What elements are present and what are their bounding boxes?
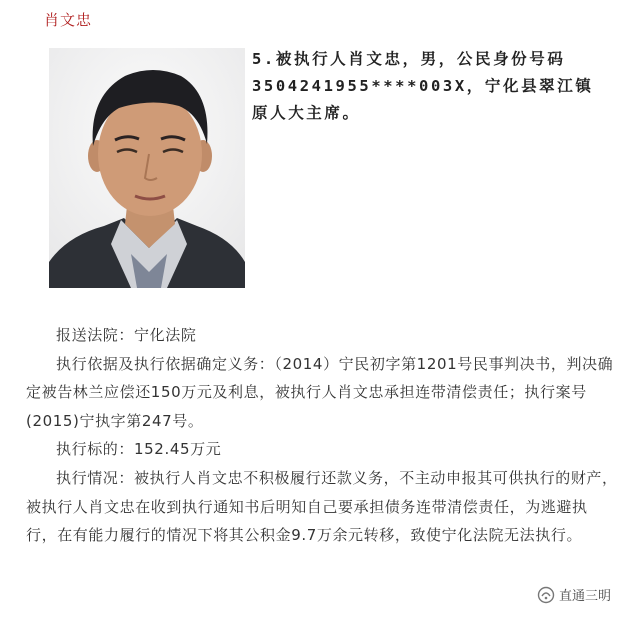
amount-label: 执行标的： <box>56 440 135 459</box>
wechat-official-account-icon <box>536 586 556 604</box>
basis-text: （2014）宁民初字第1201号民事判决书，判决确定被告林兰应偿还150万元及利息，被执行人肖文忠承担连带清偿责任；执行案号(2015)宁执字第247号。 <box>26 354 614 430</box>
basis-label: 执行依据及执行依据确定义务： <box>56 354 275 373</box>
subject-summary: 5.被执行人肖文忠，男，公民身份号码3504241955****003X，宁化县翠江镇原人大主席。 <box>252 50 594 122</box>
court-line <box>26 321 618 350</box>
amount-line <box>26 435 618 464</box>
basis-paragraph <box>26 350 618 436</box>
case-details <box>26 321 618 550</box>
court-label: 报送法院： <box>56 326 135 344</box>
status-paragraph <box>26 464 618 550</box>
court-value: 宁化法院 <box>134 326 197 344</box>
status-label: 执行情况： <box>56 468 135 487</box>
page-title: 肖文忠 <box>44 11 93 29</box>
watermark-text: 直通三明 <box>558 589 611 604</box>
portrait-photo <box>49 48 245 288</box>
amount-value: 152.45万元 <box>134 440 222 459</box>
portrait-image <box>49 48 245 288</box>
source-watermark <box>536 585 611 604</box>
status-text: 被执行人肖文忠不积极履行还款义务，不主动申报其可供执行的财产，被执行人肖文忠在收到执行通知书后明知自己要承担债务连带清偿责任，为逃避执行，在有能力履行的情况下将其公积金9.7万余元转移，致使宁化法院无法执行。 <box>26 468 618 545</box>
